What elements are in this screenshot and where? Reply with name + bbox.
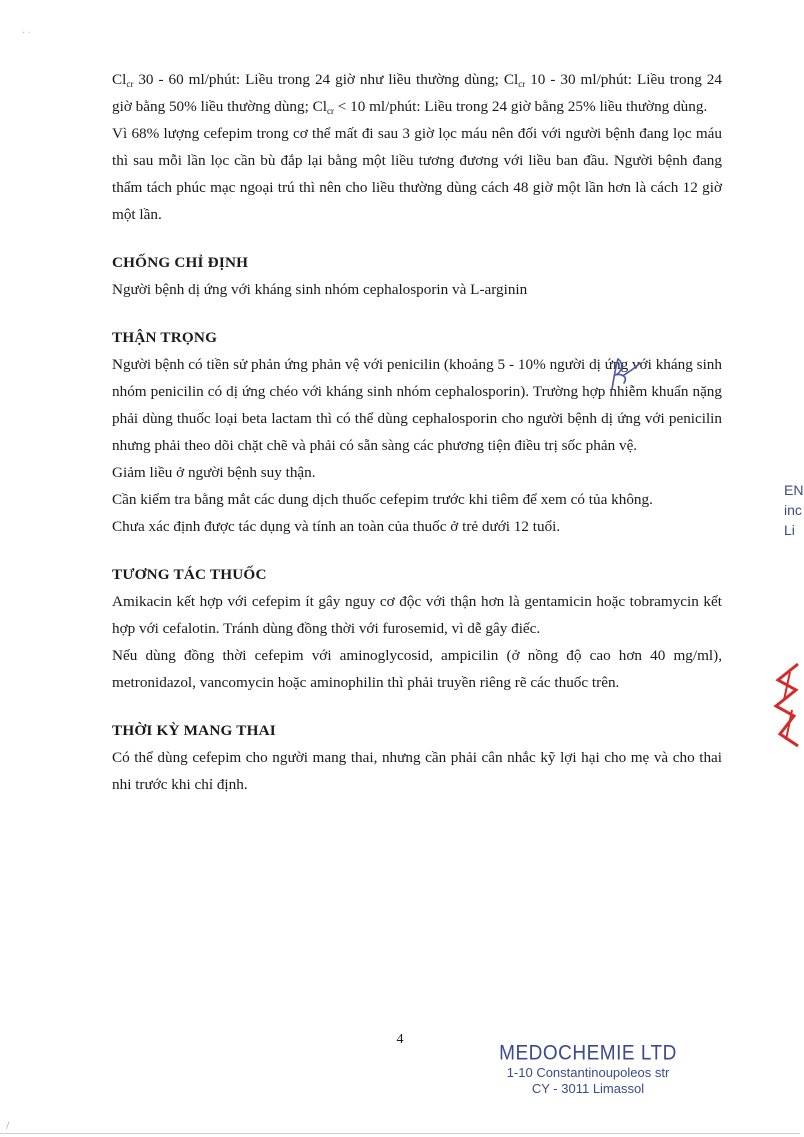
page-number: 4 [396, 1032, 404, 1047]
contraindications-paragraph: Người bệnh dị ứng với kháng sinh nhóm cephalosporin và L-arginin [112, 281, 528, 298]
stamp-company-name: MEDOCHEMIE LTD [499, 1041, 677, 1065]
precautions-paragraph: Người bệnh có tiền sử phản ứng phản vệ với penicilin (khoảng 5 - 10% người dị ứng với kháng sinh nhóm penicilin có dị ứng chéo với kháng sinh nhóm cephalosporin). Trường hợp nhiễm khuẩn nặng phải dùng thuốc loại beta lactam thì có thể dùng cephalosporin cho người bệnh dị ứng với penicilin nhưng phải theo dõi chặt chẽ và phải có sẵn sàng các phương tiện điều trị sốc phản vệ. [112, 356, 722, 454]
renal-dosing-paragraph: $Cl_{cr}$ 30 - 60 ml/phút: Liều trong 24 giờ như liều thường dùng; $Cl_{cr}$ 10 - 30 ml/phút: Liều trong 24 giờ bằng 50% liều thường dùng; $Cl_{cr} < 10$ ml/phút: Liều trong 24 giờ bằng 25% liều thường dùng. [112, 71, 722, 116]
section-heading-contraindications: CHỐNG CHỈ ĐỊNH [112, 254, 249, 271]
edge-stamp-text: EN [784, 482, 804, 498]
section-heading-precautions: THẬN TRỌNG [112, 329, 218, 346]
edge-stamp-fragment [784, 480, 804, 540]
subscript: cr [518, 79, 526, 89]
handwritten-initials [604, 355, 644, 400]
document-body [112, 66, 722, 798]
section-heading-pregnancy: THỜI KỲ MANG THAI [112, 722, 276, 739]
company-stamp [488, 1043, 688, 1097]
edge-stamp-text: Li [784, 522, 795, 538]
dialysis-paragraph: Vì 68% lượng cefepim trong cơ thể mất đi sau 3 giờ lọc máu nên đối với người bệnh đang lọc máu thì sau mỗi lần lọc cần bù đắp lại bằng một liều tương đương với liều ban đầu. Người bệnh đang thẩm tách phúc mạc ngoại trú thì nên cho liều thường dùng cách 48 giờ một lần hơn là cách 12 giờ một lần. [112, 125, 722, 223]
precautions-paragraph: Giảm liều ở người bệnh suy thận. [112, 464, 316, 481]
drug-interactions-paragraph: Nếu dùng đồng thời cefepim với aminoglycosid, ampicilin (ở nồng độ cao hơn 40 mg/ml), metronidazol, vancomycin hoặc aminophilin thì phải truyền riêng rẽ các thuốc trên. [112, 647, 722, 691]
drug-interactions-paragraph: Amikacin kết hợp với cefepim ít gây nguy cơ độc với thận hơn là gentamicin hoặc tobramycin kết hợp với cefalotin. Tránh dùng đồng thời với furosemid, vì dễ gây điếc. [112, 593, 722, 637]
stamp-address-line: CY - 3011 Limassol [531, 1081, 645, 1096]
subscript: cr [326, 106, 334, 116]
edge-stamp-text: inc [784, 502, 802, 518]
subscript: cr [126, 79, 134, 89]
precautions-paragraph: Chưa xác định được tác dụng và tính an toàn của thuốc ở trẻ dưới 12 tuổi. [112, 518, 561, 535]
scan-bottom-edge [0, 1133, 800, 1134]
scan-edge-mark: / [6, 1118, 10, 1132]
scan-corner-marks: ‧ ‧ [22, 28, 31, 39]
precautions-paragraph: Cần kiểm tra bằng mắt các dung dịch thuốc cefepim trước khi tiêm để xem có tủa không. [112, 491, 653, 508]
stamp-address-line: 1-10 Constantinoupoleos str [506, 1065, 670, 1080]
red-seal-fragment [772, 660, 800, 755]
section-heading-drug-interactions: TƯƠNG TÁC THUỐC [112, 566, 267, 583]
pregnancy-paragraph: Có thể dùng cefepim cho người mang thai, nhưng cần phải cân nhắc kỹ lợi hại cho mẹ và cho thai nhi trước khi chỉ định. [112, 749, 722, 793]
